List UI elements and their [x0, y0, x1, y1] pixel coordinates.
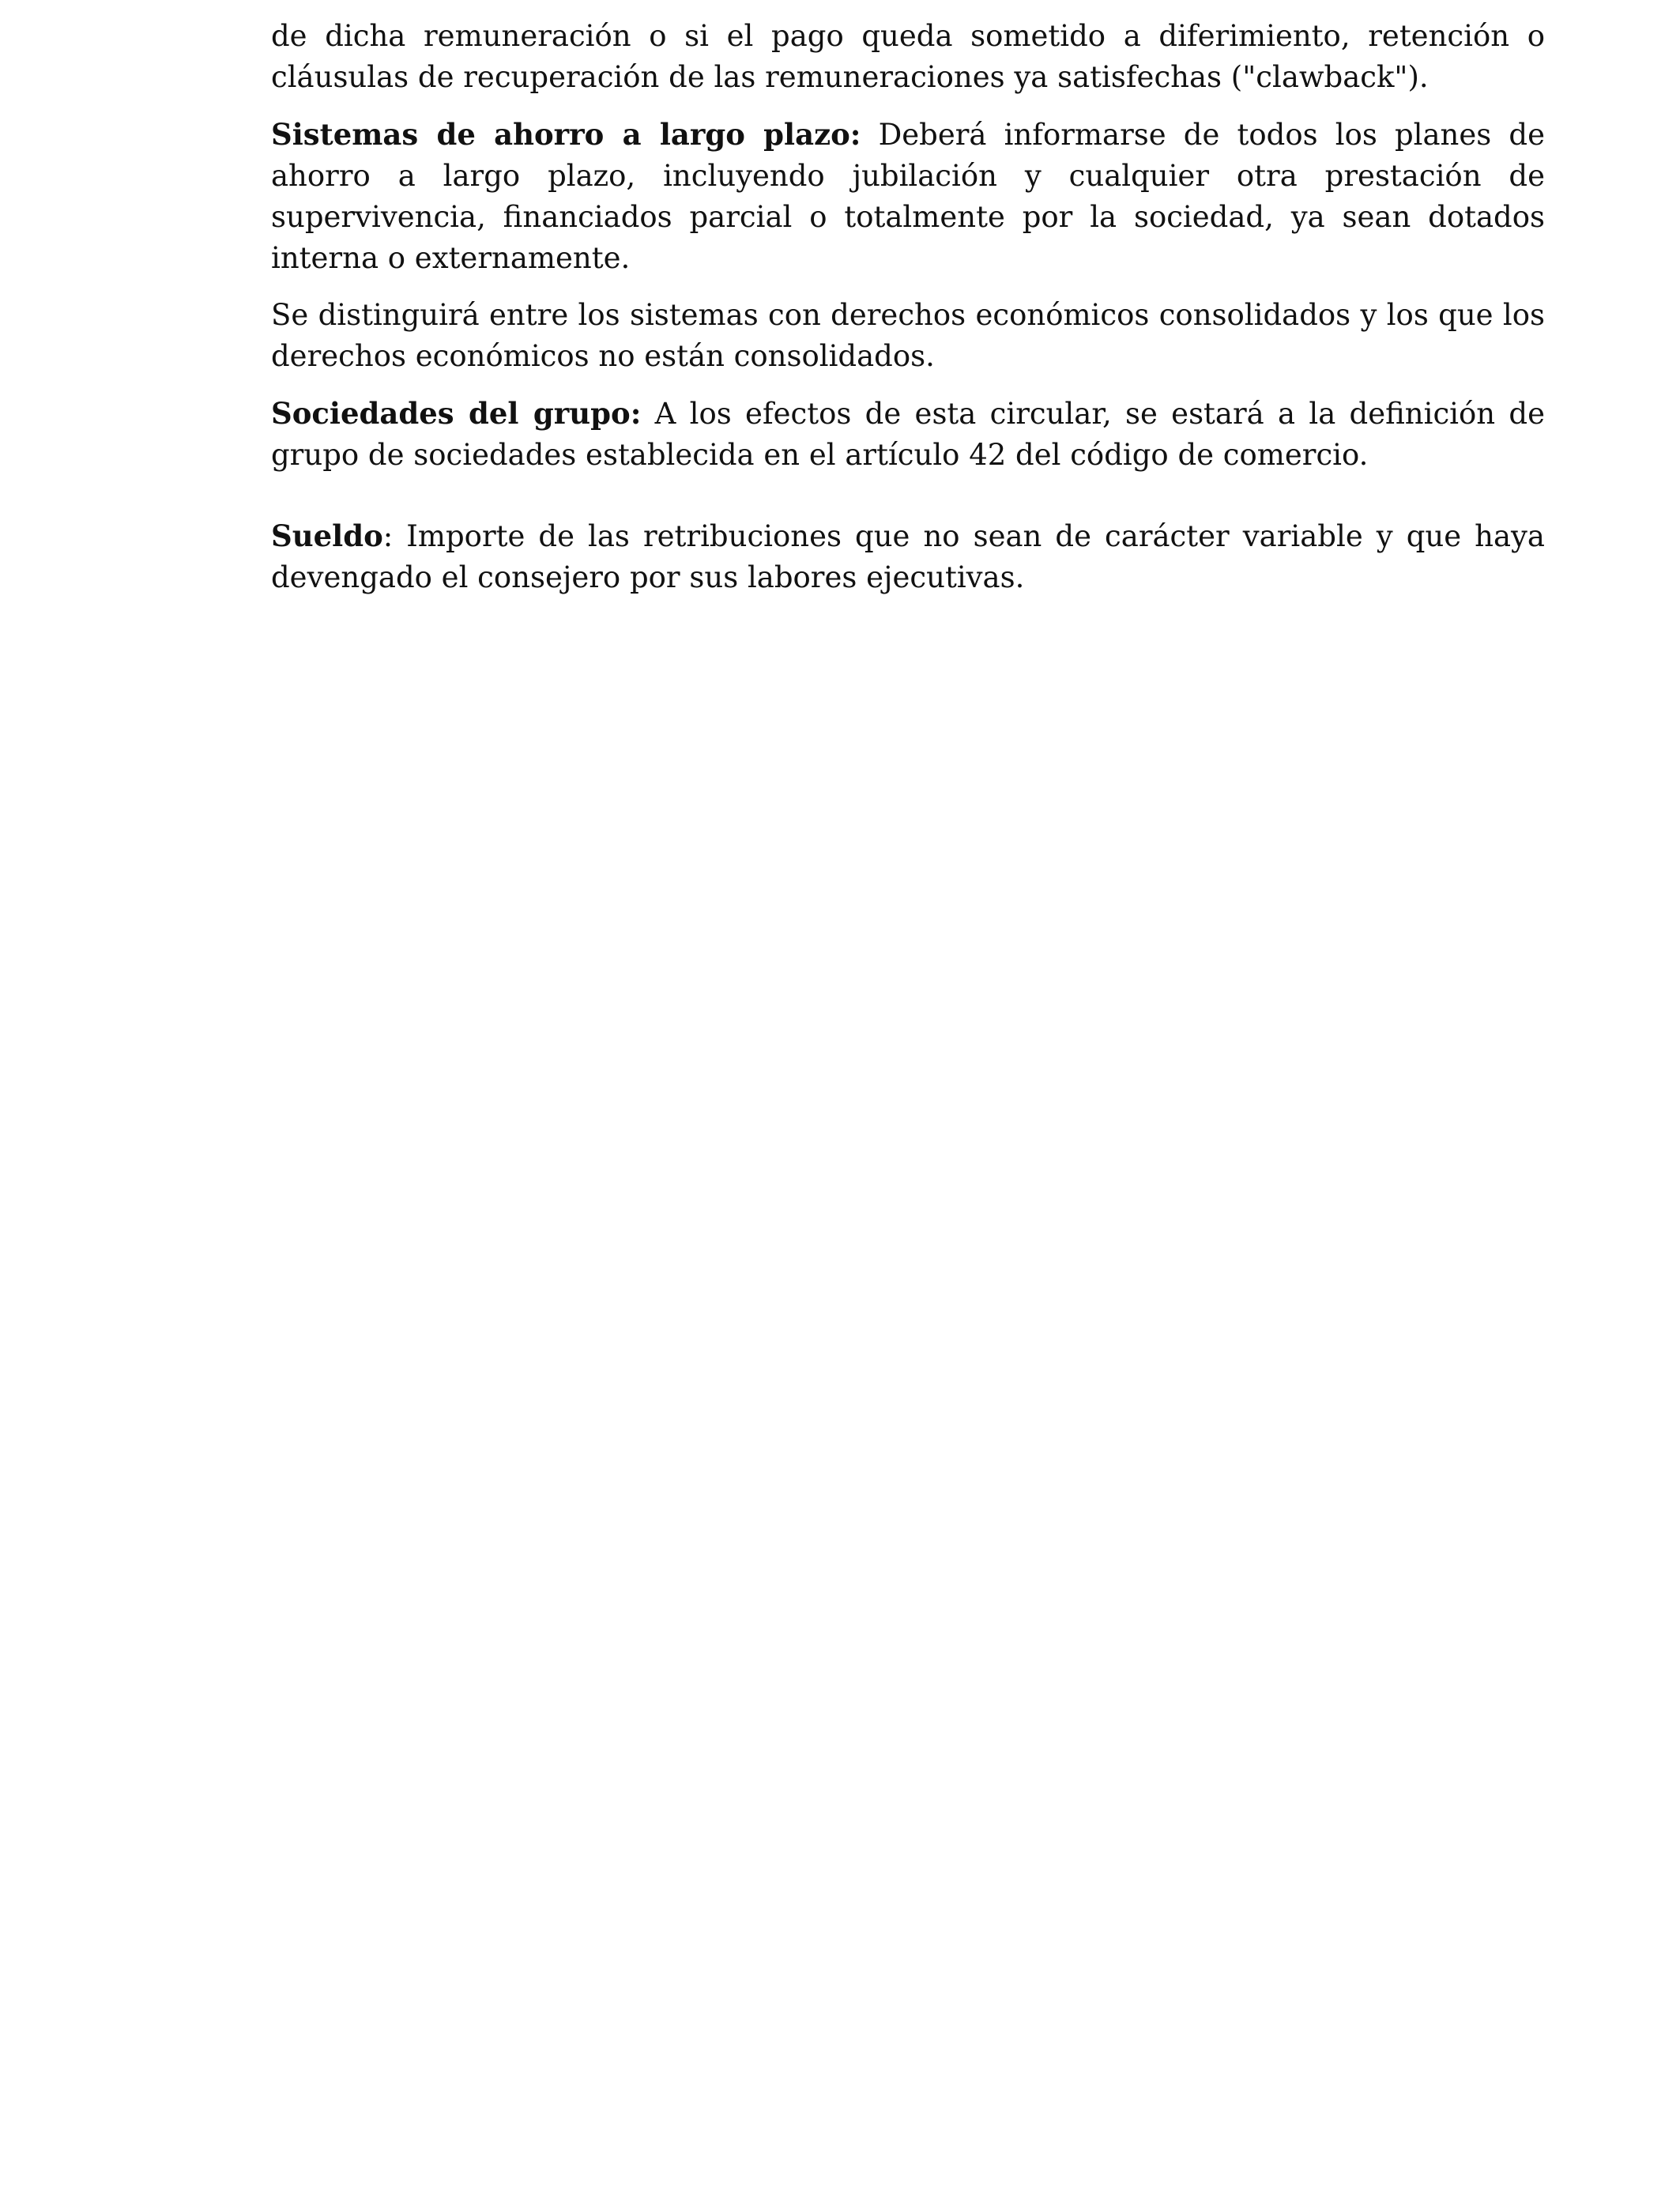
paragraph-text: Se distinguirá entre los sistemas con derechos económicos consolidados y los que los derechos económicos no están consolidados. [271, 298, 1545, 373]
term-sociedades-grupo: Sociedades del grupo: [271, 396, 642, 431]
paragraph-text: A los efectos de esta circular, se estará a la definición de grupo de sociedades establecida en el artículo 42 del código de comercio. [271, 397, 1545, 472]
paragraph-text: : Importe de las retribuciones que no sean de carácter variable y que haya devengado el consejero por sus labores ejecutivas. [271, 519, 1545, 594]
paragraph-sueldo [271, 515, 1545, 598]
document-body [271, 16, 1545, 614]
paragraph-clawback [271, 16, 1545, 98]
paragraph-sistemas-ahorro [271, 114, 1545, 279]
term-sueldo: Sueldo [271, 518, 383, 553]
paragraph-sociedades-grupo [271, 393, 1545, 476]
paragraph-text: de dicha remuneración o si el pago queda sometido a diferimiento, retención o cláusulas de recuperación de las remuneraciones ya satisfechas ("clawback"). [271, 19, 1545, 94]
term-sistemas-ahorro: Sistemas de ahorro a largo plazo: [271, 117, 861, 152]
paragraph-derechos-consolidados [271, 295, 1545, 377]
paragraph-text: Deberá informarse de todos los planes de ahorro a largo plazo, incluyendo jubilación y cualquier otra prestación de supervivencia, financiados parcial o totalmente por la sociedad, ya sean dotados interna o externamente. [271, 118, 1545, 275]
